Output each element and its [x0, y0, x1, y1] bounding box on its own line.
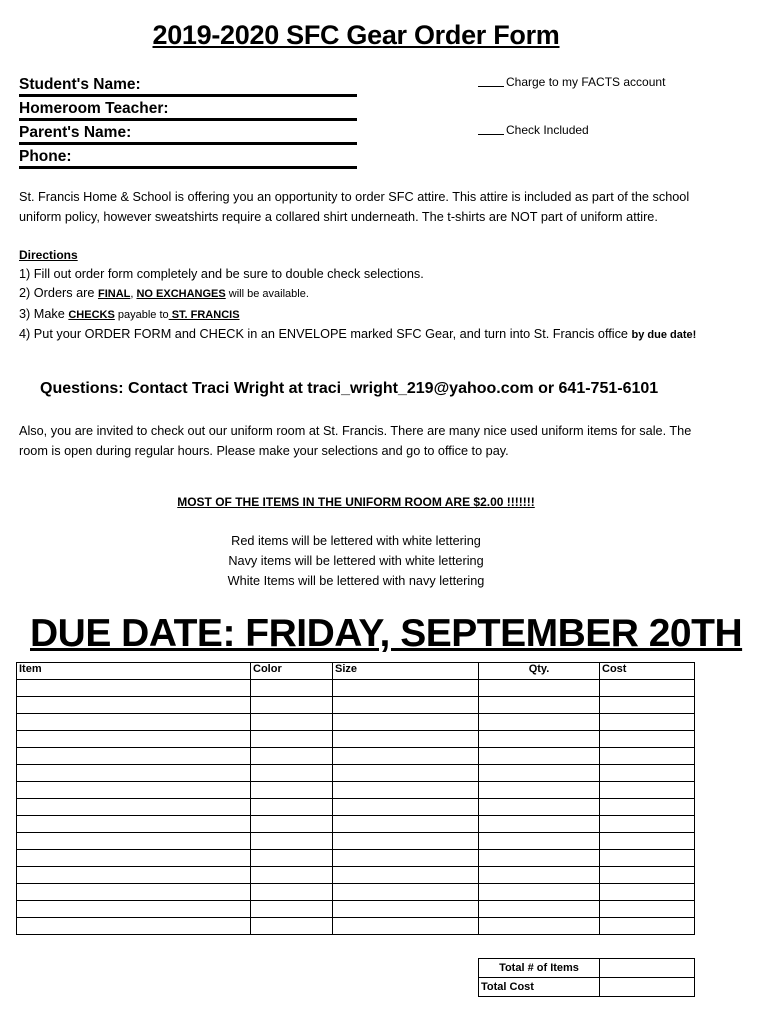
table-row — [17, 884, 695, 901]
qty-cell[interactable] — [479, 765, 600, 782]
price-note: MOST OF THE ITEMS IN THE UNIFORM ROOM ARE $2.00 !!!!!!! — [177, 495, 535, 509]
uniform-room-paragraph: Also, you are invited to check out our uniform room at St. Francis. There are many nice used uniform items for sale. The room is open during regular hours. Please make your selections and go to office to pay. — [19, 424, 692, 458]
item-cell[interactable] — [17, 867, 251, 884]
item-cell[interactable] — [17, 680, 251, 697]
qty-cell[interactable] — [479, 867, 600, 884]
color-cell[interactable] — [251, 748, 333, 765]
color-cell[interactable] — [251, 697, 333, 714]
cost-cell[interactable] — [600, 850, 695, 867]
table-row — [17, 697, 695, 714]
cost-cell[interactable] — [600, 833, 695, 850]
qty-cell[interactable] — [479, 816, 600, 833]
color-cell[interactable] — [251, 765, 333, 782]
lettering-red: Red items will be lettered with white lettering — [231, 534, 481, 548]
color-cell[interactable] — [251, 833, 333, 850]
directions-block — [19, 246, 709, 345]
color-cell[interactable] — [251, 867, 333, 884]
table-row — [17, 782, 695, 799]
col-cost-header: Cost — [600, 663, 695, 680]
size-cell[interactable] — [333, 799, 479, 816]
col-size-header: Size — [333, 663, 479, 680]
item-cell[interactable] — [17, 799, 251, 816]
size-cell[interactable] — [333, 901, 479, 918]
total-cost-label: Total Cost — [479, 978, 600, 997]
color-cell[interactable] — [251, 782, 333, 799]
direction-step-3: 3) Make CHECKS payable to ST. FRANCIS — [19, 306, 240, 321]
size-cell[interactable] — [333, 816, 479, 833]
cost-cell[interactable] — [600, 901, 695, 918]
total-cost-cell[interactable] — [600, 978, 695, 997]
item-cell[interactable] — [17, 748, 251, 765]
total-items-row — [479, 959, 695, 978]
size-cell[interactable] — [333, 765, 479, 782]
table-row — [17, 799, 695, 816]
size-cell[interactable] — [333, 748, 479, 765]
phone-field[interactable]: Phone: — [19, 147, 357, 169]
total-items-cell[interactable] — [600, 959, 695, 978]
check-option-label: Check Included — [506, 123, 589, 137]
size-cell[interactable] — [333, 884, 479, 901]
item-cell[interactable] — [17, 782, 251, 799]
size-cell[interactable] — [333, 680, 479, 697]
color-cell[interactable] — [251, 816, 333, 833]
due-date-banner: DUE DATE: FRIDAY, SEPTEMBER 20TH — [30, 612, 743, 655]
parent-name-field[interactable]: Parent's Name: — [19, 123, 357, 145]
facts-option-label: Charge to my FACTS account — [506, 75, 666, 89]
cost-cell[interactable] — [600, 782, 695, 799]
cost-cell[interactable] — [600, 748, 695, 765]
table-row — [17, 816, 695, 833]
cost-cell[interactable] — [600, 884, 695, 901]
item-cell[interactable] — [17, 918, 251, 935]
size-cell[interactable] — [333, 714, 479, 731]
size-cell[interactable] — [333, 731, 479, 748]
qty-cell[interactable] — [479, 697, 600, 714]
table-row — [17, 850, 695, 867]
size-cell[interactable] — [333, 867, 479, 884]
size-cell[interactable] — [333, 697, 479, 714]
table-row — [17, 731, 695, 748]
color-cell[interactable] — [251, 731, 333, 748]
size-cell[interactable] — [333, 850, 479, 867]
direction-step-4: 4) Put your ORDER FORM and CHECK in an ENVELOPE marked SFC Gear, and turn into St. Francis office by due date! — [19, 326, 697, 341]
cost-cell[interactable] — [600, 799, 695, 816]
table-row — [17, 714, 695, 731]
qty-cell[interactable] — [479, 884, 600, 901]
facts-checkbox-line[interactable] — [478, 86, 504, 87]
intro-paragraph: St. Francis Home & School is offering you an opportunity to order SFC attire. This attire is included as part of the school uniform policy, however sweatshirts require a collared shirt underneath. The t-shirts are NOT part of uniform attire. — [19, 190, 690, 224]
cost-cell[interactable] — [600, 816, 695, 833]
table-row — [17, 918, 695, 935]
table-row — [17, 765, 695, 782]
item-cell[interactable] — [17, 901, 251, 918]
table-row — [17, 748, 695, 765]
color-cell[interactable] — [251, 901, 333, 918]
color-cell[interactable] — [251, 884, 333, 901]
qty-cell[interactable] — [479, 680, 600, 697]
student-name-field[interactable]: Student's Name: — [19, 75, 357, 97]
col-item-header: Item — [17, 663, 251, 680]
item-cell[interactable] — [17, 714, 251, 731]
cost-cell[interactable] — [600, 714, 695, 731]
directions-heading: Directions — [19, 248, 78, 262]
color-cell[interactable] — [251, 850, 333, 867]
total-items-label: Total # of Items — [479, 959, 600, 978]
lettering-white: White Items will be lettered with navy lettering — [227, 574, 485, 588]
item-cell[interactable] — [17, 731, 251, 748]
size-cell[interactable] — [333, 918, 479, 935]
lettering-navy: Navy items will be lettered with white lettering — [228, 554, 484, 568]
cost-cell[interactable] — [600, 765, 695, 782]
color-cell[interactable] — [251, 918, 333, 935]
color-cell[interactable] — [251, 799, 333, 816]
direction-step-2: 2) Orders are FINAL, NO EXCHANGES will be available. — [19, 286, 309, 301]
item-cell[interactable] — [17, 697, 251, 714]
order-table — [16, 662, 695, 935]
contact-line: Questions: Contact Traci Wright at traci_wright_219@yahoo.com or 641-751-6101 — [40, 380, 659, 397]
size-cell[interactable] — [333, 782, 479, 799]
homeroom-teacher-field[interactable]: Homeroom Teacher: — [19, 99, 357, 121]
total-cost-row — [479, 978, 695, 997]
qty-cell[interactable] — [479, 748, 600, 765]
item-cell[interactable] — [17, 816, 251, 833]
cost-cell[interactable] — [600, 867, 695, 884]
table-row — [17, 680, 695, 697]
col-qty-header: Qty. — [479, 663, 600, 680]
qty-cell[interactable] — [479, 833, 600, 850]
cost-cell[interactable] — [600, 918, 695, 935]
col-color-header: Color — [251, 663, 333, 680]
qty-cell[interactable] — [479, 782, 600, 799]
cost-cell[interactable] — [600, 731, 695, 748]
item-cell[interactable] — [17, 884, 251, 901]
color-cell[interactable] — [251, 714, 333, 731]
check-checkbox-line[interactable] — [478, 134, 504, 135]
table-header-row — [17, 663, 695, 680]
item-cell[interactable] — [17, 833, 251, 850]
size-cell[interactable] — [333, 833, 479, 850]
qty-cell[interactable] — [479, 918, 600, 935]
cost-cell[interactable] — [600, 697, 695, 714]
item-cell[interactable] — [17, 850, 251, 867]
direction-step-1: 1) Fill out order form completely and be sure to double check selections. — [19, 267, 424, 282]
page-title: 2019-2020 SFC Gear Order Form — [152, 20, 560, 50]
qty-cell[interactable] — [479, 731, 600, 748]
table-row — [17, 833, 695, 850]
cost-cell[interactable] — [600, 680, 695, 697]
table-row — [17, 867, 695, 884]
qty-cell[interactable] — [479, 799, 600, 816]
color-cell[interactable] — [251, 680, 333, 697]
qty-cell[interactable] — [479, 850, 600, 867]
item-cell[interactable] — [17, 765, 251, 782]
totals-table — [478, 958, 695, 997]
table-row — [17, 901, 695, 918]
qty-cell[interactable] — [479, 901, 600, 918]
qty-cell[interactable] — [479, 714, 600, 731]
